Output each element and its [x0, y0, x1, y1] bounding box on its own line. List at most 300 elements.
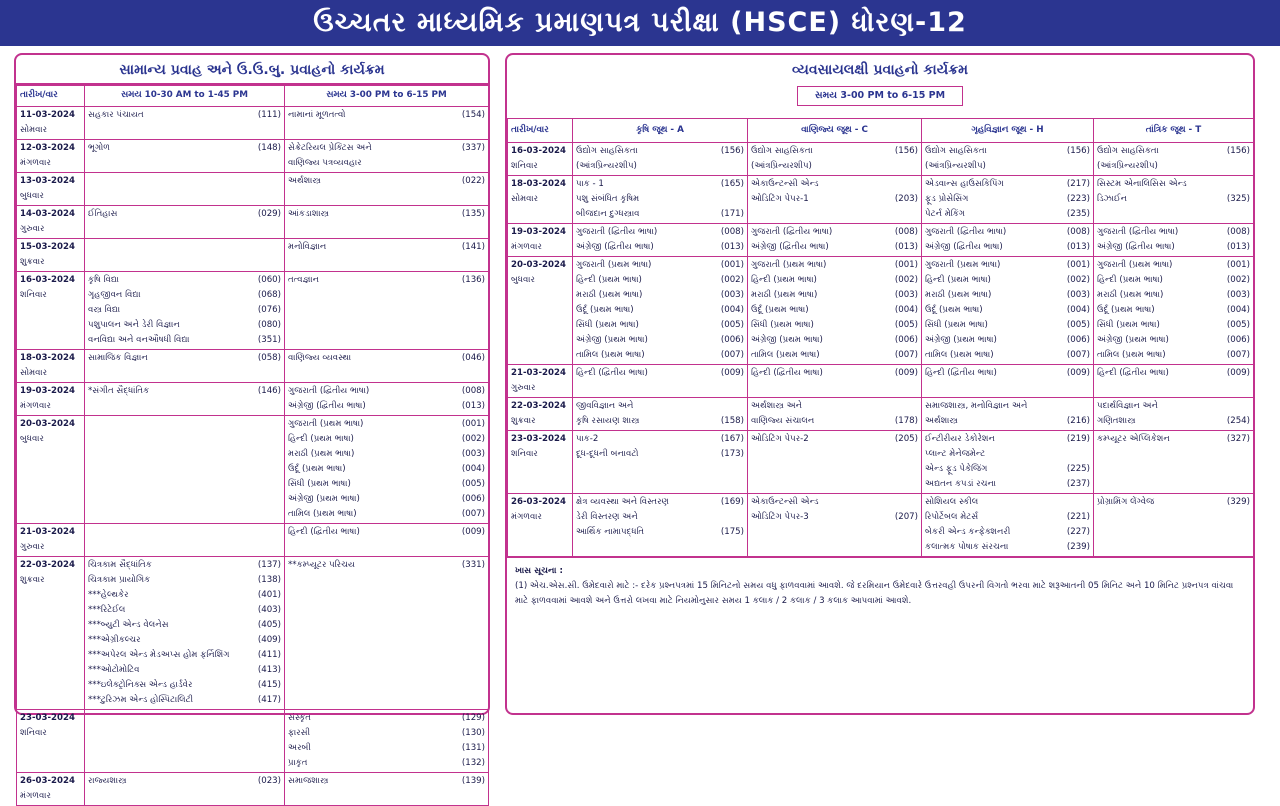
- exam-day: શનિવાર: [511, 449, 538, 459]
- subject-name: ગણિતશાસ્ત્ર: [1097, 416, 1136, 426]
- evening-subjects: [285, 773, 489, 806]
- exam-day: બુધવાર: [20, 191, 44, 201]
- exam-day: શુક્રવાર: [511, 416, 536, 426]
- exam-day: મંગળવાર: [511, 242, 542, 252]
- table-row: [508, 143, 1254, 176]
- subject-name: અર્થશાસ્ત્ર: [288, 176, 321, 186]
- exam-date: 16-03-2024: [511, 146, 566, 156]
- subject-entry: [88, 618, 281, 633]
- evening-subjects: [285, 557, 489, 710]
- morning-subjects: [85, 239, 285, 272]
- subject-entry: [288, 156, 485, 171]
- subject-entry: [925, 414, 1090, 429]
- subject-code: [1247, 159, 1250, 174]
- subject-entry: [576, 177, 744, 192]
- subject-code: (003): [1226, 290, 1250, 300]
- exam-date: 14-03-2024: [20, 209, 75, 219]
- date-cell: [17, 524, 85, 557]
- subject-name: પાક - 1: [576, 179, 604, 189]
- subject-entry: [288, 273, 485, 288]
- table-row: [17, 140, 489, 173]
- subject-name: ગુજરાતી (દ્વિતીય ભાષા): [288, 386, 370, 396]
- subject-code: (003): [720, 290, 744, 300]
- subject-code: (003): [894, 290, 918, 300]
- group-c-subjects: [748, 431, 922, 494]
- subject-code: (351): [257, 335, 281, 345]
- subject-entry: [576, 495, 744, 510]
- morning-subjects: [85, 350, 285, 383]
- subject-code: (004): [1066, 305, 1090, 315]
- subject-entry: [751, 333, 918, 348]
- subject-entry: [88, 303, 281, 318]
- group-h-subjects: [922, 143, 1094, 176]
- subject-entry: [88, 351, 281, 366]
- subject-entry: [576, 240, 744, 255]
- subject-name: અંગ્રેજી (પ્રથમ ભાષા): [288, 494, 360, 504]
- evening-subjects: [285, 710, 489, 773]
- subject-code: (001): [461, 419, 485, 429]
- subject-name: સોશિયલ સ્કીલ: [925, 497, 979, 507]
- subject-code: (239): [1066, 542, 1090, 552]
- group-h-subjects: [922, 365, 1094, 398]
- date-cell: [17, 557, 85, 710]
- subject-name: પ્રાકૃત: [288, 758, 308, 768]
- exam-day: મંગળવાર: [20, 401, 51, 411]
- subject-name: એકાઉન્ટન્સી એન્ડ: [751, 179, 819, 189]
- subject-name: બીજદાન દુગ્ધસ્ત્રાવ: [576, 209, 640, 219]
- subject-code: (006): [1226, 335, 1250, 345]
- subject-name: ઓડિટિંગ પેપર-1: [751, 194, 809, 204]
- subject-entry: [1097, 159, 1250, 174]
- subject-entry: [576, 159, 744, 174]
- group-h-subjects: [922, 176, 1094, 224]
- subject-entry: [288, 240, 485, 255]
- vocational-stream-title: વ્યવસાયલક્ષી પ્રવાહનો કાર્યક્રમ: [792, 62, 968, 78]
- header-evening-session: સમય 3-00 PM to 6-15 PM: [285, 86, 489, 107]
- subject-entry: [576, 399, 744, 414]
- subject-entry: [925, 399, 1090, 414]
- subject-entry: [1097, 303, 1250, 318]
- subject-name: કમ્પ્યૂટર એપ્લિકેશન: [1097, 434, 1170, 444]
- subject-entry: [288, 558, 485, 573]
- group-h-subjects: [922, 257, 1094, 365]
- subject-name: ઈતિહાસ: [88, 209, 118, 219]
- subject-code: (013): [894, 242, 918, 252]
- subject-name: રિપોર્ટેબલ મેટર્સ: [925, 512, 979, 522]
- group-c-subjects: [748, 143, 922, 176]
- subject-name: મનોવિજ્ઞાન: [288, 242, 327, 252]
- subject-name: હિન્દી (પ્રથમ ભાષા): [925, 275, 991, 285]
- exam-day: સોમવાર: [20, 368, 48, 378]
- subject-entry: [576, 333, 744, 348]
- group-a-subjects: [573, 398, 748, 431]
- subject-name: રાજ્યશાસ્ત્ર: [88, 776, 127, 786]
- subject-code: (413): [257, 665, 281, 675]
- subject-name: અંગ્રેજી (દ્વિતીય ભાષા): [576, 242, 654, 252]
- subject-name: તત્વજ્ઞાન: [288, 275, 320, 285]
- subject-entry: [925, 348, 1090, 363]
- subject-name: અંગ્રેજી (પ્રથમ ભાષા): [925, 335, 997, 345]
- date-cell: [17, 710, 85, 773]
- subject-entry: [88, 273, 281, 288]
- subject-code: (007): [1066, 350, 1090, 360]
- subject-name: પદાર્થવિજ્ઞાન અને: [1097, 401, 1158, 411]
- group-c-subjects: [748, 494, 922, 557]
- table-row: [17, 557, 489, 710]
- subject-code: [915, 495, 918, 510]
- table-row: [508, 365, 1254, 398]
- subject-code: (007): [1226, 350, 1250, 360]
- subject-code: (329): [1226, 497, 1250, 507]
- evening-subjects: [285, 272, 489, 350]
- subject-name: અર્થશાસ્ત્ર અને: [751, 401, 803, 411]
- date-cell: [17, 107, 85, 140]
- subject-entry: [1097, 495, 1250, 510]
- evening-subjects: [285, 383, 489, 416]
- exam-date: 12-03-2024: [20, 143, 75, 153]
- subject-code: [741, 510, 744, 525]
- exam-day: શુક્રવાર: [20, 257, 45, 267]
- subject-entry: [576, 525, 744, 540]
- subject-entry: [925, 144, 1090, 159]
- subject-name: ઉર્દૂ (પ્રથમ ભાષા): [576, 305, 634, 315]
- subject-code: (009): [461, 527, 485, 537]
- date-cell: [17, 773, 85, 806]
- subject-code: (156): [1226, 146, 1250, 156]
- subject-entry: [751, 273, 918, 288]
- exam-date: 22-03-2024: [20, 560, 75, 570]
- subject-name: ***ઓટોમોટિવ: [88, 665, 140, 675]
- subject-entry: [925, 177, 1090, 192]
- subject-name: મરાઠી (પ્રથમ ભાષા): [925, 290, 992, 300]
- morning-subjects: [85, 140, 285, 173]
- group-a-subjects: [573, 365, 748, 398]
- group-a-subjects: [573, 257, 748, 365]
- subject-entry: [1097, 399, 1250, 414]
- exam-day: સોમવાર: [511, 194, 539, 204]
- subject-code: (008): [894, 227, 918, 237]
- subject-code: (216): [1066, 416, 1090, 426]
- subject-entry: [925, 333, 1090, 348]
- subject-name: અંગ્રેજી (દ્વિતીય ભાષા): [751, 242, 829, 252]
- subject-entry: [1097, 177, 1250, 192]
- exam-day: બુધવાર: [20, 434, 44, 444]
- subject-entry: [576, 144, 744, 159]
- table-row: [17, 272, 489, 350]
- subject-name: અંગ્રેજી (પ્રથમ ભાષા): [576, 335, 648, 345]
- subject-entry: [288, 141, 485, 156]
- subject-code: (235): [1066, 209, 1090, 219]
- subject-entry: [925, 495, 1090, 510]
- subject-code: (207): [894, 512, 918, 522]
- evening-subjects: [285, 107, 489, 140]
- subject-code: (138): [257, 575, 281, 585]
- subject-entry: [1097, 318, 1250, 333]
- subject-name: ***ટુરિઝમ એન્ડ હોસ્પિટાલિટી: [88, 695, 194, 705]
- subject-name: અંગ્રેજી (દ્વિતીય ભાષા): [288, 401, 366, 411]
- subject-entry: [576, 207, 744, 222]
- subject-entry: [925, 510, 1090, 525]
- subject-name: ***બ્યુટી એન્ડ વેલનેસ: [88, 620, 169, 630]
- general-stream-title: સામાન્ય પ્રવાહ અને ઉ.ઉ.બુ. પ્રવાહનો કાર્યક્રમ: [16, 55, 488, 85]
- subject-entry: [751, 288, 918, 303]
- group-h-subjects: [922, 431, 1094, 494]
- subject-code: (001): [894, 260, 918, 270]
- subject-entry: [925, 273, 1090, 288]
- subject-code: [1087, 399, 1090, 414]
- subject-name: હિન્દી (દ્વિતીય ભાષા): [576, 368, 648, 378]
- subject-entry: [576, 414, 744, 429]
- subject-name: ઉર્દૂ (પ્રથમ ભાષા): [751, 305, 809, 315]
- subject-name: ***ઇલેક્ટ્રોનિક્સ એન્ડ હાર્ડવેર: [88, 680, 193, 690]
- subject-entry: [751, 495, 918, 510]
- subject-entry: [1097, 144, 1250, 159]
- exam-day: સોમવાર: [20, 125, 48, 135]
- subject-name: ઉર્દૂ (પ્રથમ ભાષા): [1097, 305, 1155, 315]
- subject-entry: [751, 366, 918, 381]
- exam-date: 11-03-2024: [20, 110, 75, 120]
- morning-subjects: [85, 557, 285, 710]
- morning-subjects: [85, 206, 285, 239]
- subject-name: પ્રોગ્રામિંગ લેંગ્વેજ: [1097, 497, 1155, 507]
- subject-entry: [1097, 192, 1250, 207]
- subject-name: સિંધી (પ્રથમ ભાષા): [1097, 320, 1160, 330]
- subject-entry: [88, 384, 281, 399]
- subject-name: તામિલ (પ્રથમ ભાષા): [751, 350, 820, 360]
- subject-name: ઉર્દૂ (પ્રથમ ભાષા): [288, 464, 346, 474]
- subject-entry: [576, 318, 744, 333]
- subject-name: અદ્યતન કપડાં રચના: [925, 479, 997, 489]
- table-row: [17, 107, 489, 140]
- exam-date: 20-03-2024: [511, 260, 566, 270]
- subject-entry: [288, 384, 485, 399]
- subject-name: ગુજરાતી (પ્રથમ ભાષા): [576, 260, 652, 270]
- subject-code: (415): [257, 680, 281, 690]
- subject-name: પશુ સંબંધિત કૃષિમ: [576, 194, 640, 204]
- notes-title: ખાસ સૂચના :: [515, 566, 563, 576]
- subject-name: ***રિટેઈલ: [88, 605, 126, 615]
- subject-code: (013): [1066, 242, 1090, 252]
- evening-subjects: [285, 173, 489, 206]
- subject-entry: [1097, 414, 1250, 429]
- subject-name: પેટર્ન મેકિંગ: [925, 209, 966, 219]
- evening-subjects: [285, 239, 489, 272]
- date-cell: [508, 224, 573, 257]
- subject-code: (401): [257, 590, 281, 600]
- subject-code: (058): [257, 353, 281, 363]
- subject-entry: [751, 510, 918, 525]
- group-c-subjects: [748, 224, 922, 257]
- subject-name: તામિલ (પ્રથમ ભાષા): [288, 509, 357, 519]
- group-c-subjects: [748, 365, 922, 398]
- subject-entry: [576, 288, 744, 303]
- subject-name: સમાજશાસ્ત્ર, મનોવિજ્ઞાન અને: [925, 401, 1028, 411]
- subject-code: [1087, 495, 1090, 510]
- group-a-subjects: [573, 143, 748, 176]
- subject-name: ઉર્દૂ (પ્રથમ ભાષા): [925, 305, 983, 315]
- subject-entry: [288, 432, 485, 447]
- subject-entry: [925, 303, 1090, 318]
- subject-code: (136): [461, 275, 485, 285]
- subject-code: (005): [720, 320, 744, 330]
- subject-name: નામાનાં મૂળતત્વો: [288, 110, 346, 120]
- evening-subjects: [285, 524, 489, 557]
- subject-code: (173): [720, 449, 744, 459]
- subject-code: (008): [1226, 227, 1250, 237]
- subject-entry: [288, 525, 485, 540]
- subject-entry: [88, 333, 281, 348]
- subject-entry: [288, 399, 485, 414]
- exam-day: શનિવાર: [511, 161, 538, 171]
- subject-code: (223): [1066, 194, 1090, 204]
- subject-code: (009): [894, 368, 918, 378]
- table-row: [508, 431, 1254, 494]
- subject-name: ***અપેરલ એન્ડ મેડઅપ્સ હોમ ફર્નિશિંગ: [88, 650, 230, 660]
- subject-entry: [751, 432, 918, 447]
- subject-name: **કમ્પ્યૂટર પરિચય: [288, 560, 356, 570]
- subject-entry: [88, 318, 281, 333]
- subject-entry: [88, 588, 281, 603]
- date-cell: [17, 350, 85, 383]
- exam-day: મંગળવાર: [20, 791, 51, 801]
- subject-entry: [751, 144, 918, 159]
- date-cell: [508, 494, 573, 557]
- exam-date: 23-03-2024: [511, 434, 566, 444]
- subject-code: (001): [1226, 260, 1250, 270]
- subject-entry: [288, 351, 485, 366]
- subject-name: વાણિજ્ય પત્રવ્યવહાર: [288, 158, 362, 168]
- subject-code: (013): [1226, 242, 1250, 252]
- subject-name: વાણિજ્ય સંચાલન: [751, 416, 815, 426]
- subject-code: (129): [461, 713, 485, 723]
- subject-code: (002): [720, 275, 744, 285]
- subject-entry: [576, 225, 744, 240]
- subject-name: ફારસી: [288, 728, 311, 738]
- subject-name: ફૂડ પ્રોસેસિંગ: [925, 194, 969, 204]
- subject-code: [915, 399, 918, 414]
- subject-entry: [88, 648, 281, 663]
- subject-code: (022): [461, 176, 485, 186]
- subject-name: દૂધ-દૂધની બનાવટો: [576, 449, 639, 459]
- date-cell: [17, 416, 85, 524]
- group-c-subjects: [748, 257, 922, 365]
- general-stream-panel: [14, 53, 490, 801]
- group-a-subjects: [573, 176, 748, 224]
- exam-day: શનિવાર: [20, 290, 47, 300]
- general-stream-table: [16, 85, 489, 806]
- subject-code: (068): [257, 290, 281, 300]
- subject-code: (132): [461, 758, 485, 768]
- subject-entry: [288, 741, 485, 756]
- subject-code: [1247, 399, 1250, 414]
- subject-entry: [288, 492, 485, 507]
- subject-entry: [1097, 258, 1250, 273]
- table-row: [17, 239, 489, 272]
- exam-day: શનિવાર: [20, 728, 47, 738]
- subject-entry: [925, 525, 1090, 540]
- session-time-box: સમય 3-00 PM to 6-15 PM: [797, 86, 963, 106]
- subject-code: (158): [720, 416, 744, 426]
- subject-name: પાક-2: [576, 434, 599, 444]
- subject-code: (005): [1066, 320, 1090, 330]
- subject-name: એડવાન્સ હાઉસકિપિંગ: [925, 179, 1004, 189]
- evening-subjects: [285, 350, 489, 383]
- subject-code: (002): [461, 434, 485, 444]
- subject-name: સિંધી (પ્રથમ ભાષા): [925, 320, 988, 330]
- exam-date: 19-03-2024: [511, 227, 566, 237]
- group-a-subjects: [573, 431, 748, 494]
- subject-code: (131): [461, 743, 485, 753]
- subject-name: કલાત્મક પોષાક સંરચના: [925, 542, 1009, 552]
- subject-name: અર્થશાસ્ત્ર: [925, 416, 958, 426]
- subject-name: ઉદ્યોગ સાહસિકતા: [925, 146, 987, 156]
- evening-subjects: [285, 140, 489, 173]
- group-t-subjects: [1094, 176, 1254, 224]
- exam-date: 20-03-2024: [20, 419, 75, 429]
- group-a-subjects: [573, 494, 748, 557]
- subject-entry: [751, 414, 918, 429]
- subject-name: (આંત્રપ્રિન્યરશીપ): [1097, 161, 1158, 171]
- subject-code: (007): [461, 509, 485, 519]
- subject-code: (154): [461, 110, 485, 120]
- exam-day: ગુરુવાર: [511, 383, 536, 393]
- exam-day: બુધવાર: [511, 275, 535, 285]
- group-a-subjects: [573, 224, 748, 257]
- group-c-subjects: [748, 398, 922, 431]
- evening-subjects: [285, 416, 489, 524]
- subject-name: હિન્દી (પ્રથમ ભાષા): [751, 275, 817, 285]
- header-date: તારીખ/વાર: [508, 119, 573, 143]
- table-row: [17, 206, 489, 239]
- date-cell: [508, 365, 573, 398]
- subject-name: સિંધી (પ્રથમ ભાષા): [576, 320, 639, 330]
- subject-entry: [925, 159, 1090, 174]
- exam-date: 18-03-2024: [20, 353, 75, 363]
- subject-entry: [925, 240, 1090, 255]
- subject-code: (023): [257, 776, 281, 786]
- date-cell: [17, 173, 85, 206]
- subject-name: અંગ્રેજી (દ્વિતીય ભાષા): [1097, 242, 1175, 252]
- exam-day: મંગળવાર: [20, 158, 51, 168]
- subject-name: ઉદ્યોગ સાહસિકતા: [576, 146, 638, 156]
- subject-entry: [88, 774, 281, 789]
- subject-code: (167): [720, 434, 744, 444]
- subject-entry: [751, 303, 918, 318]
- subject-name: મરાઠી (પ્રથમ ભાષા): [751, 290, 818, 300]
- table-row: [508, 224, 1254, 257]
- exam-date: 18-03-2024: [511, 179, 566, 189]
- subject-entry: [751, 348, 918, 363]
- date-cell: [17, 206, 85, 239]
- group-t-subjects: [1094, 257, 1254, 365]
- subject-code: (009): [1226, 368, 1250, 378]
- subject-code: (004): [894, 305, 918, 315]
- subject-entry: [925, 258, 1090, 273]
- subject-entry: [88, 633, 281, 648]
- subject-name: મરાઠી (પ્રથમ ભાષા): [288, 449, 355, 459]
- subject-name: સિંધી (પ્રથમ ભાષા): [751, 320, 814, 330]
- subject-code: (331): [461, 560, 485, 570]
- subject-code: (337): [461, 143, 485, 153]
- subject-name: પ્લાન્ટ મેનેજમેન્ટ: [925, 449, 986, 459]
- subject-code: (007): [720, 350, 744, 360]
- header-morning-session: સમય 10-30 AM to 1-45 PM: [85, 86, 285, 107]
- date-cell: [17, 272, 85, 350]
- subject-name: સહકાર પંચાયત: [88, 110, 144, 120]
- subject-name: ક્ષેત્ર વ્યવસ્થા અને વિસ્તરણ: [576, 497, 670, 507]
- exam-date: 13-03-2024: [20, 176, 75, 186]
- subject-code: (001): [720, 260, 744, 270]
